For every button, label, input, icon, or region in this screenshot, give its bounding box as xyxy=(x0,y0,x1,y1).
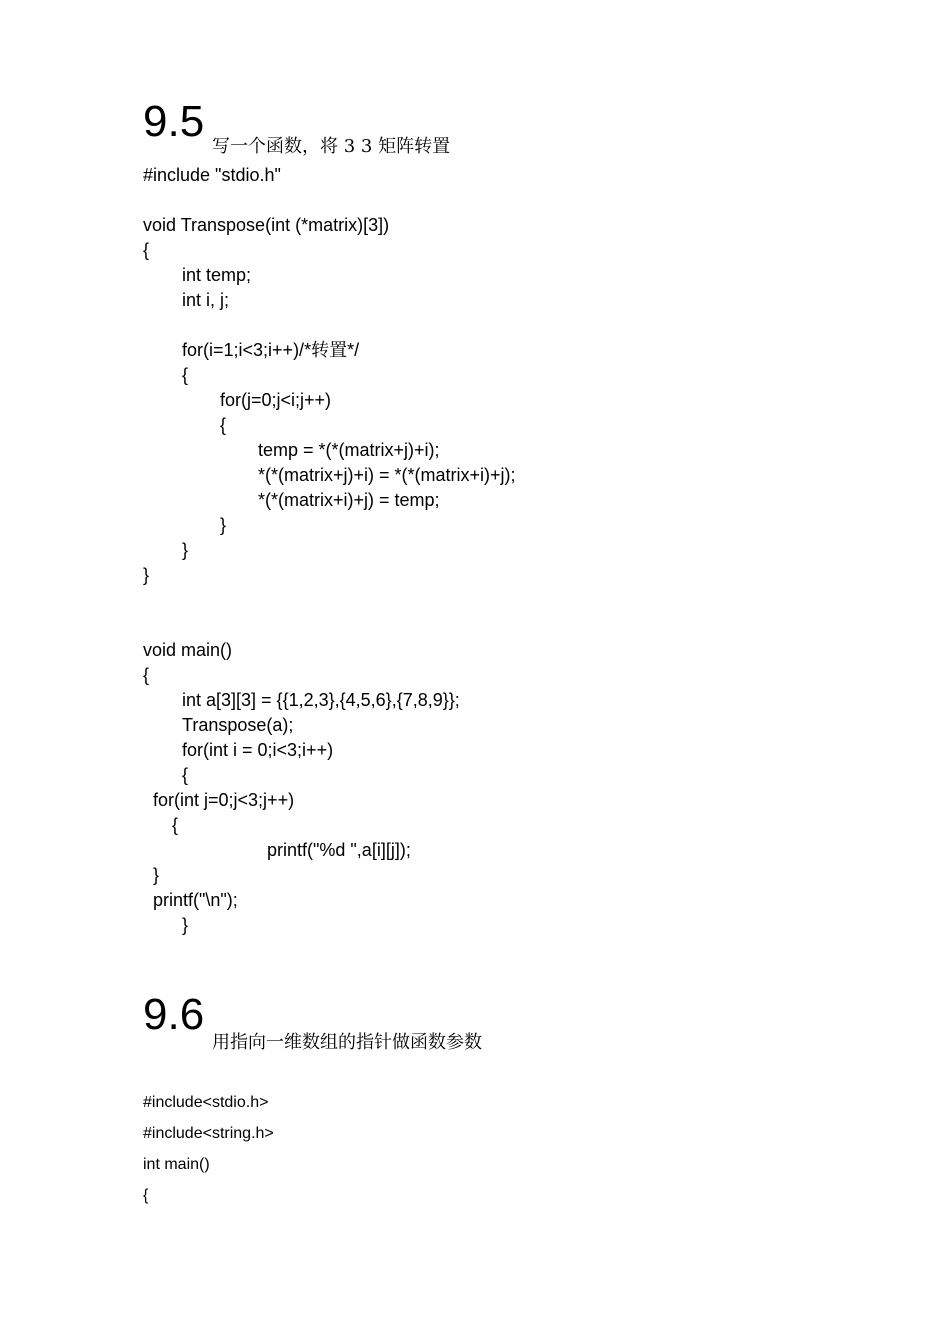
code-line: Transpose(a); xyxy=(182,715,294,735)
code-line: *(*(matrix+i)+j) = temp; xyxy=(258,490,440,510)
code-line: printf("\n"); xyxy=(153,890,238,910)
section-9-6-title: 用指向一维数组的指针做函数参数 xyxy=(212,1032,482,1053)
code-line: } xyxy=(143,565,150,585)
code-line: int temp; xyxy=(182,265,252,285)
code-line xyxy=(143,188,516,213)
code-line: void Transpose(int (*matrix)[3]) xyxy=(143,215,390,235)
code-line: int a[3][3] = {{1,2,3},{4,5,6},{7,8,9}}; xyxy=(182,690,460,710)
code-block-9-6 xyxy=(143,1087,274,1211)
code-line: #include "stdio.h" xyxy=(143,165,281,185)
code-line: { xyxy=(182,365,189,385)
code-line: int i, j; xyxy=(182,290,230,310)
code-line: { xyxy=(172,815,179,835)
code-line: for(j=0;j<i;j++) xyxy=(220,390,332,410)
code-line: for(i=1;i<3;i++)/*转置*/ xyxy=(182,340,360,360)
code-line: #include<string.h> xyxy=(143,1125,274,1142)
section-9-6-number: 9.6 xyxy=(143,990,205,1039)
code-line: #include<stdio.h> xyxy=(143,1094,269,1111)
code-line: int main() xyxy=(143,1156,210,1173)
code-line: { xyxy=(220,415,227,435)
code-line: { xyxy=(143,240,150,260)
section-9-5-number: 9.5 xyxy=(143,97,205,146)
code-line: *(*(matrix+j)+i) = *(*(matrix+i)+j); xyxy=(258,465,516,485)
code-line: void main() xyxy=(143,640,233,660)
code-line: } xyxy=(182,915,189,935)
code-line xyxy=(143,613,516,638)
code-line: } xyxy=(182,540,189,560)
code-line xyxy=(143,313,516,338)
code-line: { xyxy=(182,765,189,785)
code-line: } xyxy=(153,865,160,885)
code-line: temp = *(*(matrix+j)+i); xyxy=(258,440,440,460)
code-line: { xyxy=(143,665,150,685)
code-line: printf("%d ",a[i][j]); xyxy=(267,840,411,860)
code-line: for(int j=0;j<3;j++) xyxy=(153,790,295,810)
code-line xyxy=(143,588,516,613)
code-line: } xyxy=(220,515,227,535)
code-line: for(int i = 0;i<3;i++) xyxy=(182,740,334,760)
code-block-9-5 xyxy=(143,163,516,938)
code-line: { xyxy=(143,1187,149,1204)
section-9-5-title: 写一个函数，将 3 3 矩阵转置 xyxy=(212,136,451,157)
